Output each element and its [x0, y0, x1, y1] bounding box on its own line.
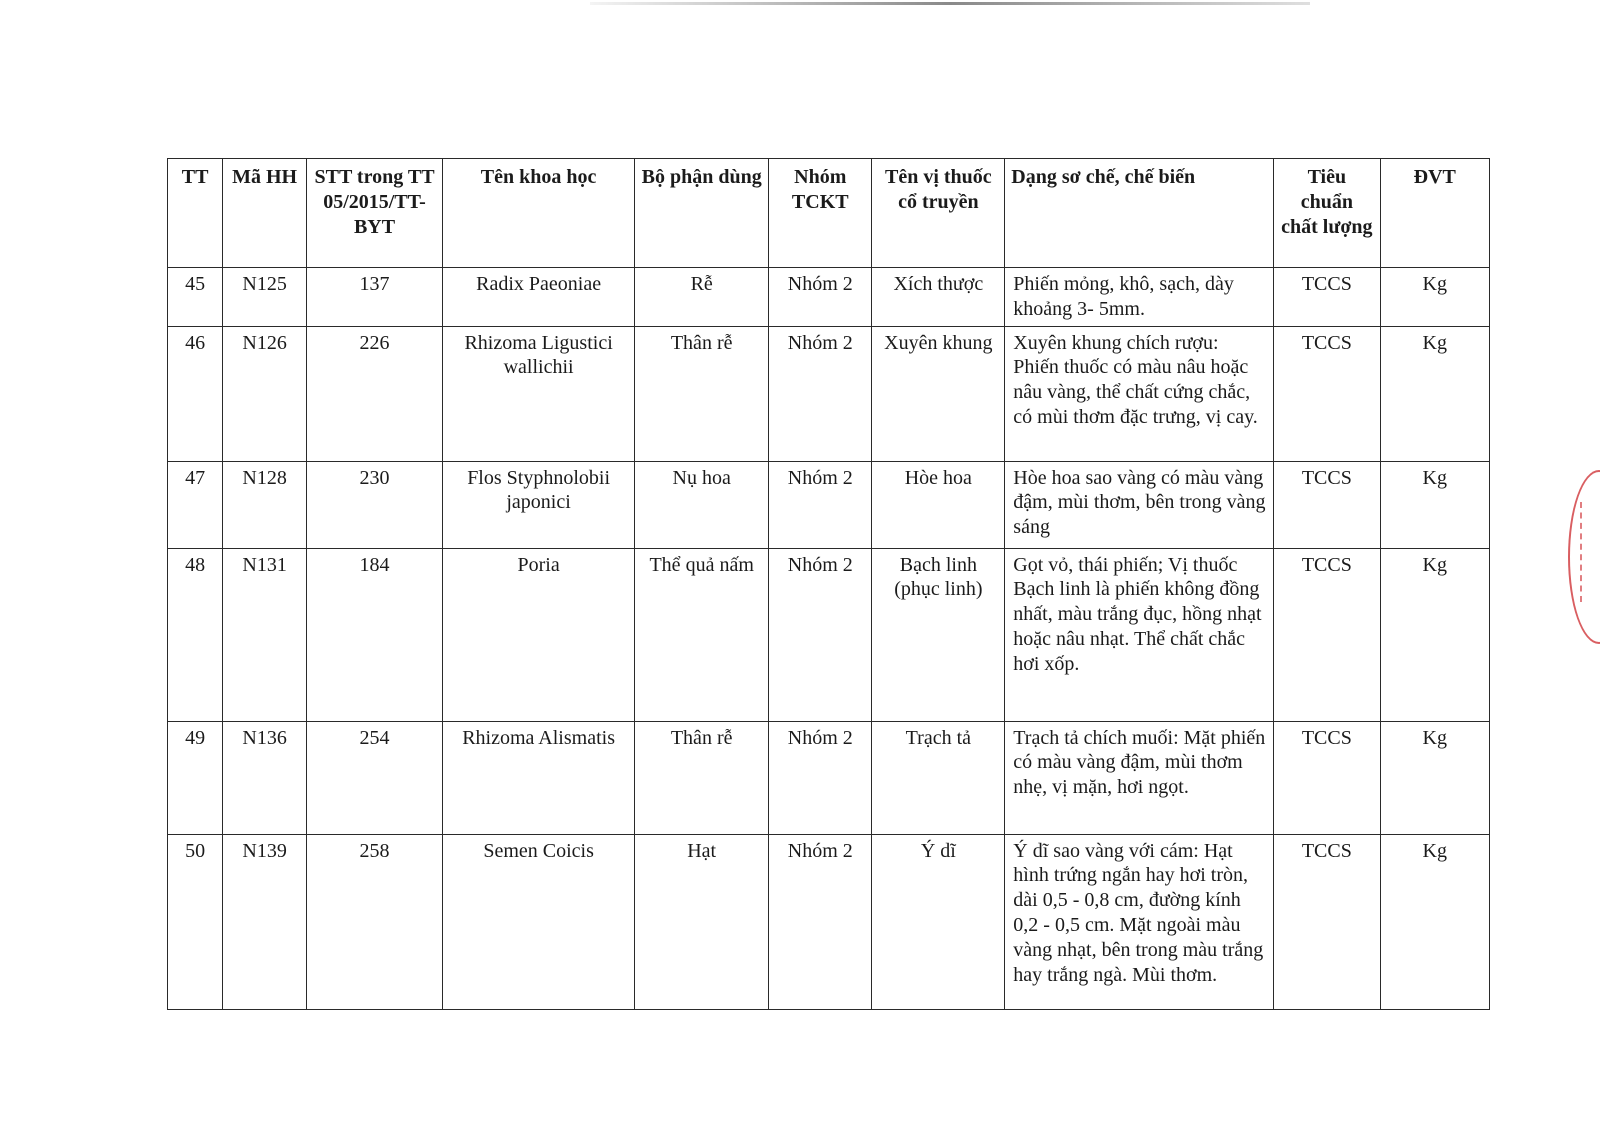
header-ma-hh: Mã HH: [223, 159, 307, 268]
table-row: [168, 834, 1490, 1009]
cell-ten-vi-thuoc: Xích thược: [872, 268, 1005, 327]
cell-tieu-chuan: TCCS: [1274, 721, 1380, 834]
cell-dvt: Kg: [1380, 461, 1489, 548]
header-nhom: Nhóm TCKT: [769, 159, 872, 268]
cell-ten-vi-thuoc: Hòe hoa: [872, 461, 1005, 548]
cell-bo-phan: Thân rễ: [635, 326, 769, 461]
cell-bo-phan: Thể quả nấm: [635, 548, 769, 721]
cell-dang-so-che: Gọt vỏ, thái phiến; Vị thuốc Bạch linh là phiến không đồng nhất, màu trắng đục, hồng nhạt hoặc nâu nhạt. Thể chất chắc hơi xốp.: [1005, 548, 1274, 721]
cell-tt: 48: [168, 548, 223, 721]
cell-ten-khoa-hoc: Flos Styphnolobii japonici: [443, 461, 635, 548]
cell-dvt: Kg: [1380, 721, 1489, 834]
header-tieu-chuan: Tiêu chuẩn chất lượng: [1274, 159, 1380, 268]
cell-tt: 46: [168, 326, 223, 461]
cell-nhom: Nhóm 2: [769, 721, 872, 834]
cell-tieu-chuan: TCCS: [1274, 548, 1380, 721]
cell-ten-khoa-hoc: Semen Coicis: [443, 834, 635, 1009]
cell-ma-hh: N139: [223, 834, 307, 1009]
cell-nhom: Nhóm 2: [769, 461, 872, 548]
cell-tt: 47: [168, 461, 223, 548]
cell-tt: 50: [168, 834, 223, 1009]
table-row: [168, 326, 1490, 461]
scan-edge-mark: [590, 2, 1310, 5]
document-page: [167, 158, 1490, 1010]
cell-stt: 254: [307, 721, 443, 834]
cell-ten-khoa-hoc: Poria: [443, 548, 635, 721]
cell-tieu-chuan: TCCS: [1274, 834, 1380, 1009]
cell-tt: 49: [168, 721, 223, 834]
table-row: [168, 721, 1490, 834]
table-row: [168, 461, 1490, 548]
cell-stt: 230: [307, 461, 443, 548]
cell-ma-hh: N125: [223, 268, 307, 327]
cell-dvt: Kg: [1380, 548, 1489, 721]
cell-dang-so-che: Trạch tả chích muối: Mặt phiến có màu vàng đậm, mùi thơm nhẹ, vị mặn, hơi ngọt.: [1005, 721, 1274, 834]
medicine-table: [167, 158, 1490, 1010]
cell-stt: 184: [307, 548, 443, 721]
cell-dang-so-che: Ý dĩ sao vàng với cám: Hạt hình trứng ngắn hay hơi tròn, dài 0,5 - 0,8 cm, đường kính 0,2 - 0,5 cm. Mặt ngoài màu vàng nhạt, bên trong màu trắng hay trắng ngà. Mùi thơm.: [1005, 834, 1274, 1009]
cell-tieu-chuan: TCCS: [1274, 326, 1380, 461]
header-dvt: ĐVT: [1380, 159, 1489, 268]
cell-ma-hh: N131: [223, 548, 307, 721]
header-ten-khoa-hoc: Tên khoa học: [443, 159, 635, 268]
cell-ten-khoa-hoc: Rhizoma Ligustici wallichii: [443, 326, 635, 461]
cell-nhom: Nhóm 2: [769, 834, 872, 1009]
cell-ten-vi-thuoc: Trạch tả: [872, 721, 1005, 834]
header-dang-so-che: Dạng sơ chế, chế biến: [1005, 159, 1274, 268]
cell-bo-phan: Hạt: [635, 834, 769, 1009]
cell-nhom: Nhóm 2: [769, 548, 872, 721]
cell-ma-hh: N128: [223, 461, 307, 548]
header-ten-vi-thuoc: Tên vị thuốc cổ truyền: [872, 159, 1005, 268]
cell-tieu-chuan: TCCS: [1274, 268, 1380, 327]
cell-stt: 258: [307, 834, 443, 1009]
cell-stt: 137: [307, 268, 443, 327]
cell-dvt: Kg: [1380, 834, 1489, 1009]
cell-stt: 226: [307, 326, 443, 461]
table-header-row: [168, 159, 1490, 268]
cell-ma-hh: N136: [223, 721, 307, 834]
cell-dvt: Kg: [1380, 326, 1489, 461]
cell-bo-phan: Nụ hoa: [635, 461, 769, 548]
header-bo-phan: Bộ phận dùng: [635, 159, 769, 268]
cell-nhom: Nhóm 2: [769, 326, 872, 461]
cell-bo-phan: Thân rễ: [635, 721, 769, 834]
table-row: [168, 548, 1490, 721]
cell-tt: 45: [168, 268, 223, 327]
cell-ten-vi-thuoc: Xuyên khung: [872, 326, 1005, 461]
cell-dang-so-che: Hòe hoa sao vàng có màu vàng đậm, mùi thơm, bên trong vàng sáng: [1005, 461, 1274, 548]
cell-dvt: Kg: [1380, 268, 1489, 327]
cell-ma-hh: N126: [223, 326, 307, 461]
cell-dang-so-che: Phiến mỏng, khô, sạch, dày khoảng 3- 5mm.: [1005, 268, 1274, 327]
cell-tieu-chuan: TCCS: [1274, 461, 1380, 548]
table-row: [168, 268, 1490, 327]
cell-ten-vi-thuoc: Bạch linh (phục linh): [872, 548, 1005, 721]
cell-nhom: Nhóm 2: [769, 268, 872, 327]
cell-ten-khoa-hoc: Rhizoma Alismatis: [443, 721, 635, 834]
cell-bo-phan: Rễ: [635, 268, 769, 327]
cell-dang-so-che: Xuyên khung chích rượu: Phiến thuốc có màu nâu hoặc nâu vàng, thể chất cứng chắc, có mùi thơm đặc trưng, vị cay.: [1005, 326, 1274, 461]
cell-ten-khoa-hoc: Radix Paeoniae: [443, 268, 635, 327]
cell-ten-vi-thuoc: Ý dĩ: [872, 834, 1005, 1009]
red-stamp-partial: [1568, 470, 1600, 644]
header-stt: STT trong TT 05/2015/TT-BYT: [307, 159, 443, 268]
header-tt: TT: [168, 159, 223, 268]
